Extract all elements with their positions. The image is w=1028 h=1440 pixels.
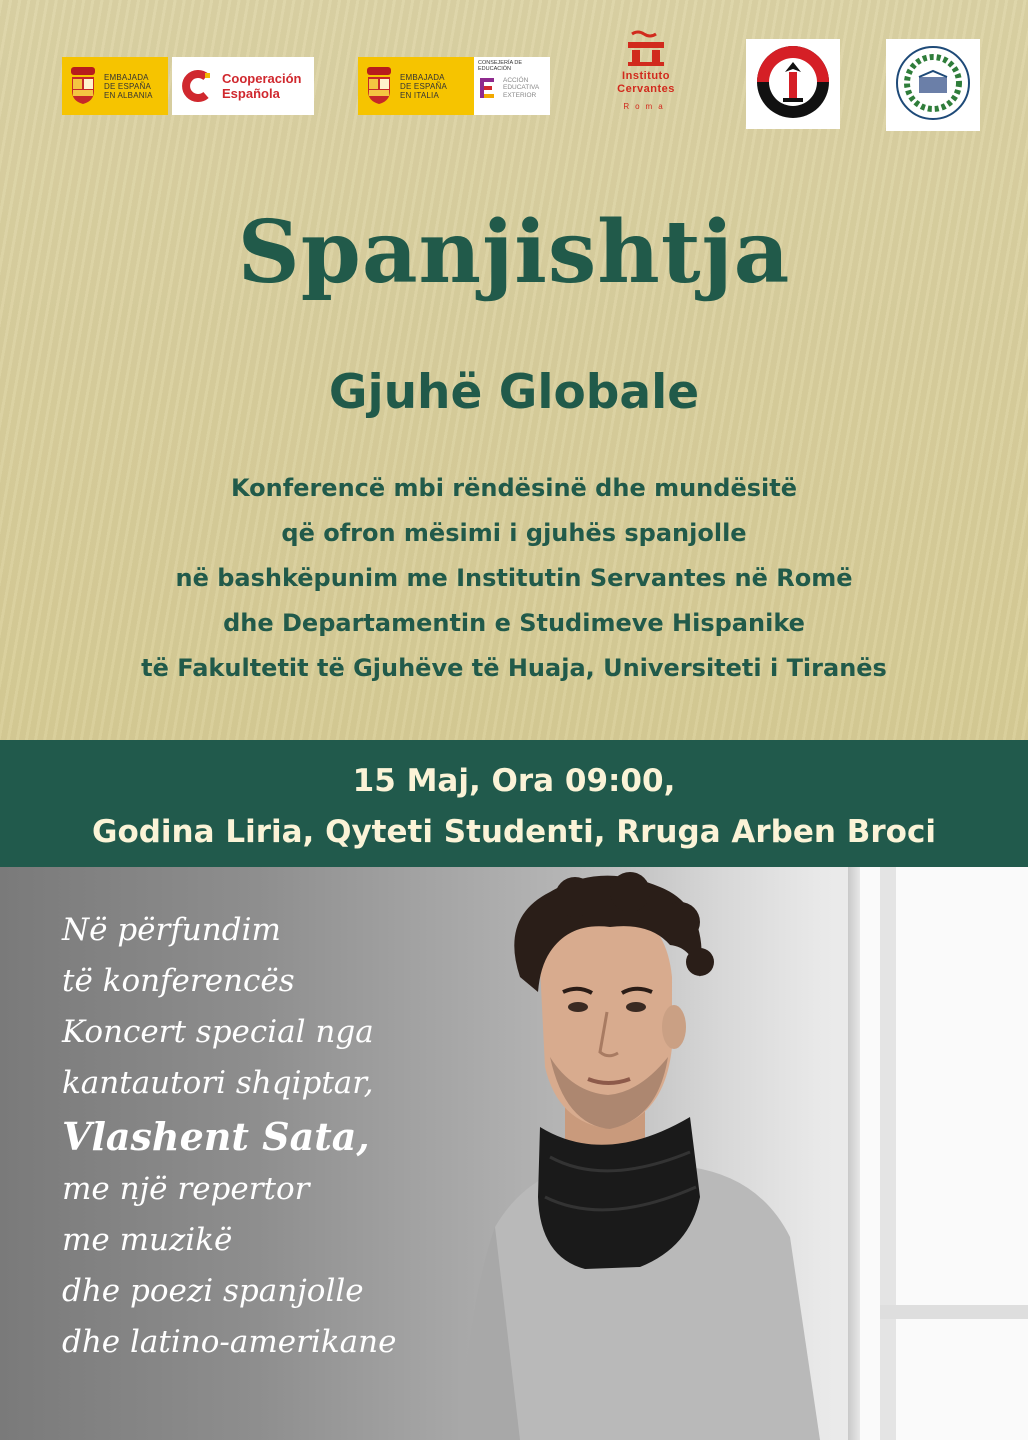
logo-cooperacion: [172, 57, 314, 115]
concert-line: Koncert special nga: [62, 1014, 374, 1050]
concert-line: Në përfundim: [62, 912, 281, 948]
logo-universiteti-tiranes: [746, 39, 840, 129]
logo-embajada-albania: [62, 57, 168, 115]
window-frame: [880, 867, 896, 1440]
cervantes-line: Instituto: [622, 70, 670, 82]
logo-fakulteti-gjuheve: [886, 39, 980, 131]
description-line: dhe Departamentin e Studimeve Hispanike: [223, 609, 805, 637]
accion-line: EXTERIOR: [503, 91, 537, 99]
cooperacion-line: Cooperación: [222, 71, 302, 86]
concert-line: me muzikë: [62, 1222, 233, 1258]
cervantes-city: Roma: [623, 102, 669, 111]
embajada-line: DE ESPAÑA: [400, 81, 447, 91]
universiteti-seal-icon: [755, 44, 831, 124]
logo-instituto-cervantes: [606, 30, 686, 138]
artist-photo: [400, 867, 860, 1440]
concert-line: kantautori shqiptar,: [62, 1065, 374, 1101]
concert-line: të konferencës: [62, 963, 295, 999]
embajada-line: EN ALBANIA: [104, 90, 153, 100]
description-line: Konferencë mbi rëndësinë dhe mundësitë: [231, 474, 797, 502]
embajada-line: EN ITALIA: [400, 90, 439, 100]
logo-accion-educativa: [474, 57, 550, 115]
conference-description: [0, 466, 1028, 691]
fakulteti-seal-icon: [893, 43, 973, 127]
description-line: në bashkëpunim me Institutin Servantes në Romë: [175, 564, 853, 592]
description-line: që ofron mësimi i gjuhës spanjolle: [281, 519, 747, 547]
concert-text: [62, 905, 396, 1368]
embajada-line: EMBAJADA: [104, 72, 149, 82]
cooperacion-c-icon: [180, 69, 214, 103]
event-venue: Godina Liria, Qyteti Studenti, Rruga Arben Broci: [92, 814, 936, 850]
cervantes-icon: [624, 30, 668, 70]
cooperacion-line: Española: [222, 86, 280, 101]
artist-name: Vlashent Sata,: [62, 1114, 370, 1159]
logo-embajada-italia: [358, 57, 474, 115]
spain-crest-icon: [362, 63, 396, 109]
window-frame: [880, 1305, 1028, 1319]
page-subtitle: Gjuhë Globale: [328, 365, 700, 420]
spain-crest-icon: [66, 63, 100, 109]
description-line: të Fakultetit të Gjuhëve të Huaja, Universiteti i Tiranës: [141, 654, 887, 682]
embajada-line: EMBAJADA: [400, 72, 445, 82]
embajada-line: DE ESPAÑA: [104, 81, 151, 91]
concert-line: me një repertor: [62, 1171, 310, 1207]
concert-line: dhe poezi spanjolle: [62, 1273, 364, 1309]
cervantes-line: Cervantes: [617, 83, 675, 95]
event-date-time: 15 Maj, Ora 09:00,: [352, 763, 676, 799]
accion-line: EDUCATIVA: [503, 84, 540, 92]
concert-line: dhe latino-amerikane: [62, 1324, 397, 1360]
artist-photo-section: [0, 867, 1028, 1440]
consejeria-label: CONSEJERÍA DE EDUCACIÓN: [478, 60, 523, 72]
event-info-band: [0, 740, 1028, 867]
page-title: Spanjishtja: [237, 202, 791, 303]
accion-line: ACCIÓN: [503, 76, 529, 84]
accion-educativa-icon: [478, 76, 500, 100]
